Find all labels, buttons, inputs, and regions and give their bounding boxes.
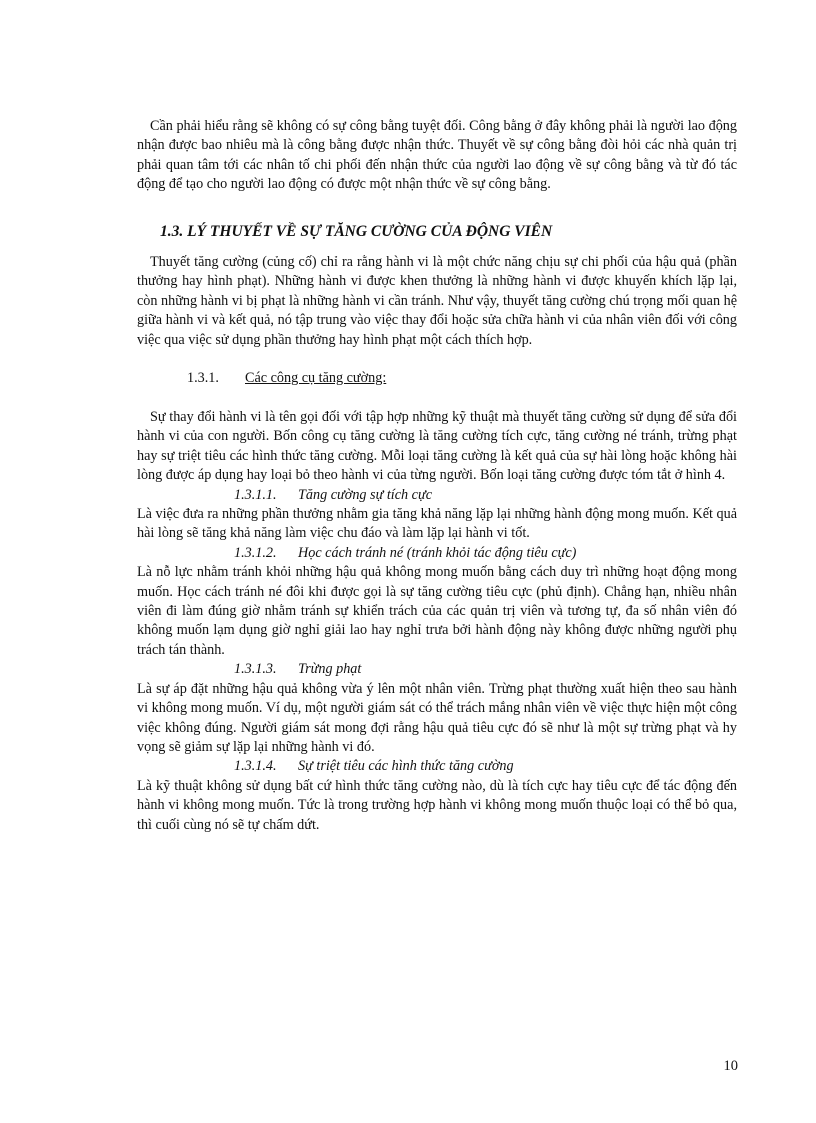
tool-text-1: Là việc đưa ra những phần thưởng nhằm gia tăng khả năng lặp lại những hành động mong muốn. Kết quả hài lòng sẽ tăng khả năng làm việc chu đáo và làm lặp lại hành vi tốt. xyxy=(137,506,737,542)
tools-block xyxy=(137,408,737,835)
tool-number-1: 1.3.1.1. xyxy=(234,486,277,503)
page-number: 10 xyxy=(723,1058,738,1074)
subsection-title: Các công cụ tăng cường: xyxy=(245,370,387,386)
tool-text-4: Là kỹ thuật không sử dụng bất cứ hình thức tăng cường nào, dù là tích cực hay tiêu cực để tác động đến hành vi không mong muốn. Tức là trong trường hợp hành vi không mong muốn thuộc loại có thể bỏ qua, thì cuối cùng nó sẽ tự chấm dứt. xyxy=(137,777,737,833)
tool-heading-3 xyxy=(137,660,737,679)
section-paragraph: Thuyết tăng cường (củng cố) chỉ ra rằng hành vi là một chức năng chịu sự chi phối của hậu quả (phần thưởng hay hình phạt). Những hành vi được khen thưởng là những hành vi được khuyến khích lặp lại, còn những hành vi bị phạt là những hành vi cần tránh. Như vậy, thuyết tăng cường chú trọng mối quan hệ giữa hành vi và kết quả, nó tập trung vào việc thay đổi hoặc sửa chữa hành vi của nhân viên đối với công việc qua việc sử dụng phần thưởng hay hình phạt một cách thích hợp. xyxy=(137,254,737,348)
section-paragraph-block xyxy=(137,253,737,350)
tool-number-2: 1.3.1.2. xyxy=(234,544,277,561)
tool-text-2: Là nỗ lực nhằm tránh khỏi những hậu quả không mong muốn bằng cách duy trì những hoạt động mong muốn. Học cách tránh né đôi khi được gọi là sự tăng cường tiêu cực (phủ định). Chẳng hạn, nhiều nhân viên đi làm đúng giờ nhằm tránh sự khiển trách của các quản trị viên và tương tự, đa số nhân viên đó không muốn lạm dụng giờ nghỉ giải lao hay nghỉ trưa bởi hành động này không được những người phụ trách tán thành. xyxy=(137,564,737,658)
tool-text-3: Là sự áp đặt những hậu quả không vừa ý lên một nhân viên. Trừng phạt thường xuất hiện theo sau hành vi không mong muốn. Ví dụ, một người giám sát có thể trách mắng nhân viên về việc thực hiện một công việc không đúng. Người giám sát mong đợi rằng hậu quả tiêu cực đó sẽ như là một sự trừng phạt và hy vọng sẽ giảm sự lặp lại những hành vi đó. xyxy=(137,680,737,755)
intro-paragraph: Cần phải hiểu rằng sẽ không có sự công bằng tuyệt đối. Công bằng ở đây không phải là người lao động nhận được bao nhiêu mà là công bằng được nhận thức. Thuyết về sự công bằng đòi hỏi các nhà quản trị phải quan tâm tới các nhân tố chi phối đến nhận thức của người lao động về sự công bằng và từ đó tác động để tạo cho người lao động có được một nhận thức về sự công bằng. xyxy=(137,118,737,193)
tool-title-1: Tăng cường sự tích cực xyxy=(298,486,433,503)
tool-title-3: Trừng phạt xyxy=(298,661,362,678)
intro-paragraph-block xyxy=(137,117,737,195)
tool-number-3: 1.3.1.3. xyxy=(234,661,277,678)
subsection-heading xyxy=(187,370,386,387)
tool-number-4: 1.3.1.4. xyxy=(234,758,277,775)
tool-title-2: Học cách tránh né (tránh khỏi tác động tiêu cực) xyxy=(298,544,577,561)
tool-heading-4 xyxy=(137,757,737,776)
subsection-number: 1.3.1. xyxy=(187,370,219,386)
subsection-paragraph: Sự thay đổi hành vi là tên gọi đối với tập hợp những kỹ thuật mà thuyết tăng cường sử dụng để sửa đổi hành vi của con người. Bốn công cụ tăng cường là tăng cường tích cực, tăng cường né tránh, trừng phạt hay sự triệt tiêu các hình thức tăng cường. Mỗi loại tăng cường là kết quả của sự hài lòng hoặc không hài lòng được áp dụng hay loại bỏ theo hành vi của từng người. Bốn loại tăng cường được tóm tắt ở hình 4. xyxy=(137,409,737,484)
tool-title-4: Sự triệt tiêu các hình thức tăng cường xyxy=(298,758,514,775)
section-heading: 1.3. LÝ THUYẾT VỀ SỰ TĂNG CƯỜNG CỦA ĐỘNG VIÊN xyxy=(160,223,553,240)
tool-heading-1 xyxy=(137,486,737,505)
tool-heading-2 xyxy=(137,544,737,563)
